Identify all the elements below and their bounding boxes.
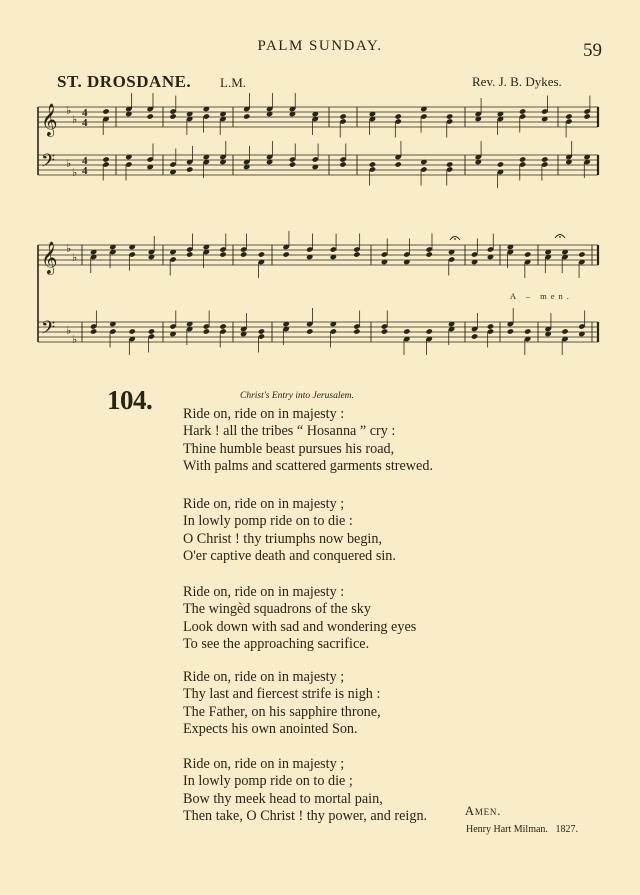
note-head — [519, 156, 526, 162]
flat-icon: ♭ — [72, 333, 78, 346]
tune-composer: Rev. J. B. Dykes. — [472, 74, 562, 89]
note-head — [353, 251, 360, 257]
stanza-line: Thine humble beast pursues his road, — [183, 440, 395, 457]
stanza-line: In lowly pomp ride on to die : — [183, 513, 353, 530]
stanza-line: With palms and scattered garments strewed. — [183, 458, 433, 475]
flat-icon: ♭ — [66, 104, 72, 117]
stanza-line: Ride on, ride on in majesty : — [183, 584, 345, 600]
note-head — [148, 328, 155, 334]
stanza-2 — [183, 496, 396, 566]
fermata-dot — [454, 238, 456, 240]
bass-clef-icon: 𝄢 — [41, 151, 56, 176]
time-signature: 4 — [82, 155, 88, 167]
stanza-line: Expects his own anointed Son. — [183, 721, 358, 738]
stanza-line: The wingèd squadrons of the sky — [183, 601, 371, 618]
note-head — [541, 156, 548, 162]
stanza-line: Bow thy meek head to mortal pain, — [183, 790, 383, 807]
note-head — [258, 251, 265, 257]
note-head — [487, 323, 494, 329]
stanza-line: Hark ! all the tribes “ Hosanna ” cry : — [183, 423, 396, 440]
stanza-line: Ride on, ride on in majesty ; — [183, 756, 345, 772]
note-head — [353, 328, 360, 334]
note-head — [524, 251, 531, 257]
treble-clef-icon: 𝄞 — [41, 103, 58, 136]
note-head — [90, 328, 97, 334]
note-head — [306, 328, 313, 334]
note-head — [169, 113, 176, 119]
flat-icon: ♭ — [72, 251, 78, 264]
stanza-line: Thy last and fiercest strife is nigh : — [183, 686, 381, 703]
note-head — [446, 113, 453, 119]
note-head — [339, 161, 346, 167]
note-head — [186, 251, 193, 257]
note-head — [446, 161, 453, 167]
stanza-line: O'er captive death and conquered sin. — [183, 548, 396, 565]
stanza-5 — [183, 756, 427, 826]
note-head — [565, 113, 572, 119]
note-head — [339, 113, 346, 119]
note-head — [369, 161, 376, 167]
music-score — [0, 0, 640, 360]
note-head — [128, 328, 135, 334]
time-signature: 4 — [82, 117, 88, 129]
flat-icon: ♭ — [66, 242, 72, 255]
note-head — [289, 161, 296, 167]
flat-icon: ♭ — [66, 324, 72, 337]
running-header: PALM SUNDAY. — [257, 38, 383, 54]
author-year: 1827. — [555, 824, 578, 835]
note-head — [425, 251, 432, 257]
note-head — [219, 251, 226, 257]
stanza-line: The Father, on his sapphire throne, — [183, 703, 381, 720]
time-signature: 4 — [82, 107, 88, 119]
stanza-line: To see the approaching sacrifice. — [183, 636, 370, 653]
fermata-dot — [559, 236, 561, 238]
page-number: 59 — [583, 40, 602, 61]
note-head — [578, 251, 585, 257]
stanza-line: Ride on, ride on in majesty ; — [183, 496, 345, 512]
note-head — [381, 328, 388, 334]
tune-meter: L.M. — [220, 75, 246, 90]
note-head — [102, 108, 109, 114]
stanza-line: Look down with sad and wondering eyes — [183, 618, 417, 635]
note-head — [471, 333, 478, 339]
stanza-1 — [183, 406, 433, 476]
note-head — [282, 251, 289, 257]
note-head — [507, 328, 514, 334]
note-head — [258, 328, 265, 334]
note-head — [186, 166, 193, 172]
hymn-subtitle: Christ's Entry into Jerusalem. — [240, 391, 354, 401]
note-head — [519, 108, 526, 114]
time-signature: 4 — [82, 165, 88, 177]
stanza-line: Ride on, ride on in majesty : — [183, 406, 345, 422]
note-head — [243, 113, 250, 119]
amen-underlay: A – men. — [510, 291, 573, 301]
stanza-3 — [183, 584, 416, 654]
flat-icon: ♭ — [66, 157, 72, 170]
note-head — [203, 328, 210, 334]
note-head — [403, 328, 410, 334]
note-head — [425, 328, 432, 334]
author-name: Henry Hart Milman. — [466, 824, 548, 835]
stanza-line: O Christ ! thy triumphs now begin, — [183, 530, 383, 547]
note-head — [219, 323, 226, 329]
note-head — [524, 328, 531, 334]
note-head — [240, 251, 247, 257]
bass-clef-icon: 𝄢 — [41, 318, 56, 343]
stanza-line: Ride on, ride on in majesty ; — [183, 669, 345, 685]
amen: Amen. — [465, 804, 502, 818]
note-head — [583, 113, 590, 119]
treble-clef-icon: 𝄞 — [41, 241, 58, 274]
author-attribution — [466, 824, 578, 835]
stanza-4 — [183, 669, 381, 739]
flat-icon: ♭ — [72, 166, 78, 179]
note-head — [394, 113, 401, 119]
hymn-number: 104. — [107, 385, 153, 415]
note-head — [394, 161, 401, 167]
note-head — [561, 328, 568, 334]
stanza-line: Then take, O Christ ! thy power, and reign. — [183, 808, 428, 825]
stanza-line: In lowly pomp ride on to die ; — [183, 773, 353, 790]
tune-name: ST. DROSDANE. — [57, 72, 192, 91]
note-head — [146, 113, 153, 119]
note-head — [497, 161, 504, 167]
note-head — [102, 156, 109, 162]
flat-icon: ♭ — [72, 113, 78, 126]
